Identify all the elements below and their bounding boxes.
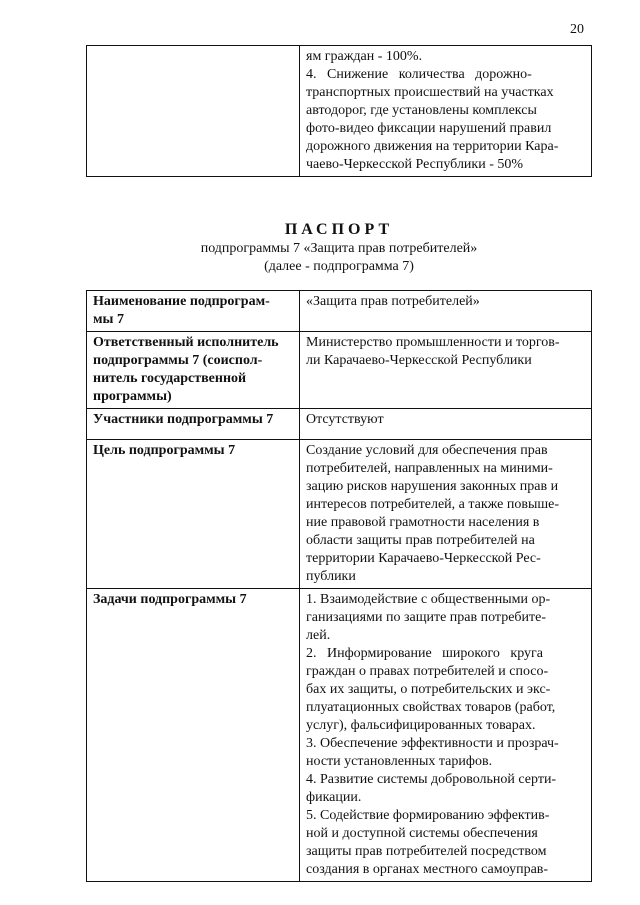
passport-subtitle: подпрограммы 7 «Защита прав потребителей» <box>200 241 478 256</box>
passport-subtitle-note: (далее - подпрограмма 7) <box>264 259 414 274</box>
value-line: Отсутствуют <box>306 412 384 427</box>
value-line: услуг), фальсифицированных товарах. <box>306 718 536 733</box>
value-line: публики <box>306 569 356 584</box>
value-line: потребителей, направленных на миними- <box>306 461 553 476</box>
value-line: 1. Взаимодействие с общественными ор- <box>306 592 551 607</box>
value-line: ной и доступной системы обеспечения <box>306 826 538 841</box>
value-line: ности установленных тарифов. <box>306 754 493 769</box>
passport-title: ПАСПОРТ <box>284 221 394 238</box>
value-line: 2. Информирование широкого круга <box>306 646 543 661</box>
row-label <box>87 332 300 409</box>
continuation-table <box>86 45 592 177</box>
text-line: автодорог, где установлены комплексы <box>306 103 537 118</box>
text-line: транспортных происшествий на участках <box>306 85 554 100</box>
text-line: чаево-Черкесской Республики - 50% <box>306 157 524 172</box>
label-line: Задачи подпрограммы 7 <box>93 592 247 607</box>
label-line: подпрограммы 7 (соиспол- <box>93 353 263 368</box>
value-line: ли Карачаево-Черкесской Республики <box>306 353 532 368</box>
value-line: территории Карачаево-Черкесской Рес- <box>306 551 541 566</box>
label-line: Ответственный исполнитель <box>93 335 279 350</box>
label-line: Участники подпрограммы 7 <box>93 412 274 427</box>
value-line: ганизациями по защите прав потребите- <box>306 610 547 625</box>
label-line: мы 7 <box>93 312 124 327</box>
value-line: Создание условий для обеспечения прав <box>306 443 548 458</box>
value-line: граждан о правах потребителей и спосо- <box>306 664 549 679</box>
row-value <box>300 291 592 332</box>
row-value <box>300 589 592 882</box>
value-line: области защиты прав потребителей на <box>306 533 535 548</box>
label-line: нитель государственной <box>93 371 247 386</box>
row-value <box>300 440 592 589</box>
passport-heading <box>86 220 592 276</box>
text-line: дорожного движения на территории Кара- <box>306 139 559 154</box>
continuation-cell <box>300 46 592 177</box>
label-line: программы) <box>93 389 172 404</box>
row-value <box>300 332 592 409</box>
text-line: 4. Снижение количества дорожно- <box>306 67 532 82</box>
row-value <box>300 409 592 440</box>
value-line: «Защита прав потребителей» <box>306 294 480 309</box>
value-line: бах их защиты, о потребительских и экс- <box>306 682 551 697</box>
value-line: 3. Обеспечение эффективности и прозрач- <box>306 736 559 751</box>
text-line: ям граждан - 100%. <box>306 49 423 64</box>
value-line: ние правовой грамотности населения в <box>306 515 540 530</box>
table-row <box>87 332 592 409</box>
passport-table <box>86 290 592 882</box>
value-line: Министерство промышленности и торгов- <box>306 335 560 350</box>
value-line: плуатационных свойствах товаров (работ, <box>306 700 556 715</box>
text-line: фото-видео фиксации нарушений правил <box>306 121 552 136</box>
row-label <box>87 440 300 589</box>
value-line: 4. Развитие системы добровольной серти- <box>306 772 557 787</box>
empty-label-cell <box>87 46 300 177</box>
value-line: интересов потребителей, а также повыше- <box>306 497 560 512</box>
value-line: зацию рисков нарушения законных прав и <box>306 479 559 494</box>
table-row <box>87 409 592 440</box>
label-line: Наименование подпрограм- <box>93 294 270 309</box>
table-row <box>87 291 592 332</box>
row-label <box>87 409 300 440</box>
value-line: защиты прав потребителей посредством <box>306 844 547 859</box>
value-line: 5. Содействие формированию эффектив- <box>306 808 550 823</box>
label-line: Цель подпрограммы 7 <box>93 443 236 458</box>
table-row <box>87 589 592 882</box>
value-line: фикации. <box>306 790 362 805</box>
row-label <box>87 291 300 332</box>
table-row <box>87 46 592 177</box>
value-line: лей. <box>306 628 331 643</box>
table-row <box>87 440 592 589</box>
page-number: 20 <box>570 22 584 37</box>
value-line: создания в органах местного самоуправ- <box>306 862 549 877</box>
row-label <box>87 589 300 882</box>
